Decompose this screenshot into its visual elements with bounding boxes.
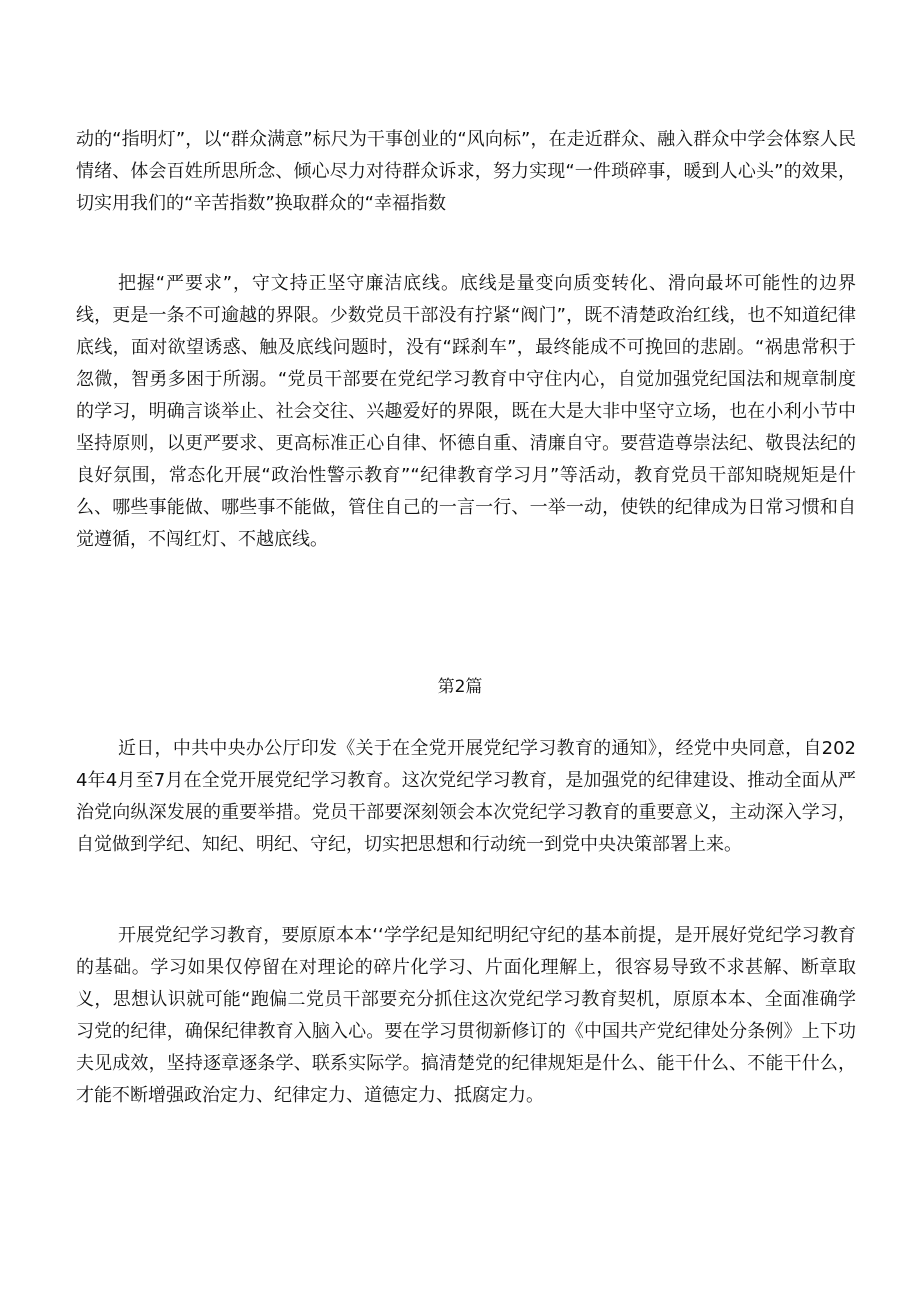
paragraph-3: 近日，中共中央办公厅印发《关于在全党开展党纪学习教育的通知》，经党中央同意，自2024年4月至7月在全党开展党纪学习教育。这次党纪学习教育，是加强党的纪律建设、推动全面从严治党向纵深发展的重要举措。党员干部要深刻领会本次党纪学习教育的重要意义，主动深入学习，自觉做到学纪、知纪、明纪、守纪，切实把思想和行动统一到党中央决策部署上来。 [76, 738, 856, 855]
section-heading: 第2篇 [437, 677, 483, 697]
paragraph-2: 把握“严要求”，守文持正坚守廉洁底线。底线是量变向质变转化、滑向最坏可能性的边界线，更是一条不可逾越的界限。少数党员干部没有拧紧“阀门”，既不清楚政治红线，也不知道纪律底线，面对欲望诱惑、触及底线问题时，没有“踩刹车”，最终能成不可挽回的悲剧。“祸患常积于忽微，智勇多困于所溺。“党员干部要在党纪学习教育中守住内心，自觉加强党纪国法和规章制度的学习，明确言谈举止、社会交往、兴趣爱好的界限，既在大是大非中坚守立场，也在小利小节中坚持原则，以更严要求、更高标准正心自律、怀德自重、清廉自守。要营造尊崇法纪、敬畏法纪的良好氛围，常态化开展“政治性警示教育”“纪律教育学习月”等活动，教育党员干部知晓规矩是什么、哪些事能做、哪些事不能做，管住自己的一言一行、一举一动，使铁的纪律成为日常习惯和自觉遵循，不闯红灯、不越底线。 [76, 273, 856, 550]
paragraph-4: 开展党纪学习教育，要原原本本‘‘学学纪是知纪明纪守纪的基本前提，是开展好党纪学习教育的基础。学习如果仅停留在对理论的碎片化学习、片面化理解上，很容易导致不求甚解、断章取义，思想认识就可能“跑偏二党员干部要充分抓住这次党纪学习教育契机，原原本本、全面准确学习党的纪律，确保纪律教育入脑入心。要在学习贯彻新修订的《中国共产党纪律处分条例》上下功夫见成效，坚持逐章逐条学、联系实际学。搞清楚党的纪律规矩是什么、能干什么、不能干什么，才能不断增强政治定力、纪律定力、道德定力、抵腐定力。 [76, 925, 856, 1106]
paragraph-1: 动的“指明灯”，以“群众满意”标尺为干事创业的“风向标”，在走近群众、融入群众中学会体察人民情绪、体会百姓所思所念、倾心尽力对待群众诉求，努力实现“一件琐碎事，暖到人心头”的效果，切实用我们的“辛苦指数”换取群众的“幸福指数 [76, 129, 856, 214]
